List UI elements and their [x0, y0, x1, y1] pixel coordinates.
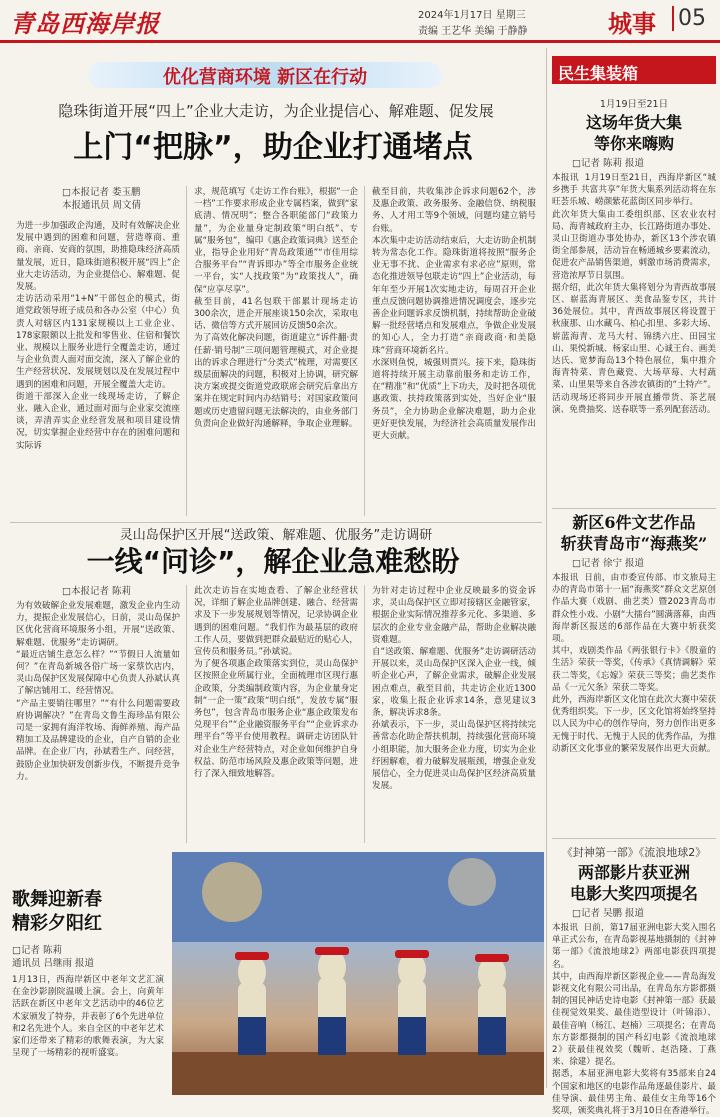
minsheng-box-label: 民生集装箱 [558, 64, 639, 83]
film-title-line1: 两部影片获亚洲 [577, 863, 690, 882]
haiyan-title-line1: 新区6件文艺作品 [572, 513, 696, 532]
dance-performance-photo [172, 852, 544, 1095]
story1-column-3: 截至目前，共收集涉企诉求问题62个，涉及惠企政策、政务服务、金融信贷、纳税服务、人才用工等9个领域，问题均建立销号台账。 本次集中走访活动结束后，大走访助企机制转为常态化工作。隐珠街道将按照“服务企业无事不扰、企业需求有求必应”原则，常态化推进领导包联走访“四上”企业活动，每年年至少开展1次实地走访，每周召开企业重点反馈问题协调推进情况调度会，逐步完善企业问题诉求反馈机制，持续帮助企业破解一批经营堵点和发展难点，争做企业发展的知心人，全力打造“亲商政商·和美隐珠”营商环境新名片。 水深则鱼悦，城强则贾兴。接下来，隐珠街道将持续开展主动靠前服务和走访工作，在“精准”和“优质”上下功夫，及时把各项优惠政策、扶持政策落到实处，当好企业“服务员”，全力协助企业解决难题，助力企业更好更快发展，为经济社会高质量发展作出更大贡献。 [372, 187, 536, 442]
story3-title-line1: 歌舞迎新春 [12, 889, 102, 910]
story2-byline: □本报记者 陈莉 [62, 586, 131, 597]
story2-column-3: 为针对走访过程中企业反映最多的资金诉求，灵山岛保护区立即对接辖区金融管家，根据企业实际情况推荐多元化、多渠道、多层次的企业专业金融产品，帮助企业解决融资难题。 自“送政策、解难题、优服务”走访调研活动开展以来，灵山岛保护区深入企业一线，倾听企业心声，了解企业需求，破解企业发展困点难点，截至目前，共走访企业近1300家，收集上报企业诉求14条，意见建议3条，解决诉求8条。 孙斌表示，下一步，灵山岛保护区将持续完善常态化助企帮扶机制，持续强化营商环境小组职能，加大服务企业力度，切实为企业纾困解难，着力破解发展瓶颈，增强企业发展信心，全力促进灵山岛保护区经济高质量发展。 [372, 586, 536, 792]
story-divider [552, 508, 716, 509]
story1-headline: 上门“把脉”，助企业打通堵点 [73, 130, 473, 165]
film-kicker: 《封神第一部》《流浪地球2》 [561, 846, 707, 859]
film-byline: □记者 吴鹏 报道 [572, 908, 645, 919]
section-title: 城事 [608, 9, 656, 38]
film-body: 本报讯 日前，第17届亚洲电影大奖入围名单正式公布，在青岛影视基地摄制的《封神第一部》《流浪地球2》两部电影获四项提名。 其中，由西海岸新区影视企业——青岛海发影视文化有限公司出品，在青岛东方影都摄制的国民神话史诗电影《封神第一部》获最佳视觉效果奖、最佳造型设计（叶锦添）、最佳音响（杨江、赵楠）三项提名；在青岛东方影都摄制的国产科幻电影《流浪地球2》获最佳视效奖（魏昕、赵浩隆、丁燕来、徐建）提名。 据悉，本届亚洲电影大奖将有35部来自24个国家和地区的电影作品角逐最佳影片、最佳导演、最佳男主角、最佳女主角等16个奖项，颁奖典礼将于3月10日在香港举行。 [552, 923, 716, 1117]
column-divider [364, 186, 365, 516]
story2-headline: 一线“问诊”，解企业急难愁盼 [86, 545, 460, 578]
story1-byline-reporter: □本报记者 娄玉鹏 [62, 187, 141, 198]
story1-column-2: 求，规范填写《走访工作台账》，根据“一企一档”工作要求形成企业专属档案，做到“家底清、情况明”；整合各职能部门“政策力量”，为企业量身定制政策“明白纸”、专属“服务包”，编印《惠企政策词典》送至企业，指导企业用好“青岛政策通”“市佳用综合服务平台”“青诉即办”等全市服务企业统一平台，实“人找政策”为“政策找人”，确保“应享尽享”。 截至目前，41名包联干部累计现场走访300余次，进企开展座谈150余次，采取电话、微信等方式开展回访反馈50余次。 为了高效化解决问题，街道建立“诉件翻·责任薪·销号制”三项问题管理模式，对企业提出的诉求合理进行“分类式”梳理，对需要区级层面解决的问题，积极对上协调，研究解决方案或提交街道党政联席会研究后拿出方案并在规定时间内办结销号；对国家政策问题或历史遗留问题无法解决的，由业务部门负责向企业做好沟通解释，争取企业理解。 [194, 187, 358, 429]
fair-title-line1: 这场年货大集 [585, 113, 682, 132]
haiyan-body: 本报讯 日前，由市委宣传部、市文旅局主办的青岛市第十一届“海燕奖”群众文艺原创作品大赛（戏剧、曲艺类）暨2023青岛市群众性小戏、小剧“大擂台”圆满落幕，由西海岸新区报送的6部作品在大赛中斩获奖项。 其中，戏剧类作品《两张银行卡》《殷童的生活》荣获一等奖，《传承》《真情调解》荣获二等奖，《忘嫁》荣获三等奖；曲艺类作品《一元欠条》荣获二等奖。 此外，西海岸新区文化馆在此次大赛中荣获优秀组织奖。下一步，区文化馆将始终坚持以人民为中心的创作导向，努力创作出更多无愧于时代、无愧于人民的优秀作品，为推动新区文化事业的繁荣发展作出更大贡献。 [552, 573, 716, 754]
story1-kicker: 隐珠街道开展“四上”企业大走访，为企业提信心、解难题、促发展 [58, 102, 494, 120]
story1-byline-correspondent: 本报通讯员 周文倩 [62, 200, 142, 211]
fair-byline: □记者 陈莉 报道 [572, 158, 645, 169]
column-divider [186, 186, 187, 516]
dancers-illustration [172, 852, 544, 1095]
story-divider [10, 522, 542, 523]
film-title-line2: 电影大奖四项提名 [569, 884, 698, 903]
story3-caption [12, 888, 164, 1094]
masthead [0, 0, 720, 43]
story3-title-line2: 精彩夕阳红 [12, 913, 102, 934]
story3-byline-correspondent: 通讯员 吕继雨 报道 [12, 958, 95, 969]
story3-byline-reporter: □记者 陈莉 [12, 945, 62, 956]
story2-kicker: 灵山岛保护区开展“送政策、解难题、优服务”走访调研 [119, 528, 433, 543]
editors-line: 责编 王艺华 美编 于静静 [418, 26, 528, 37]
story2-column-1: 为有效破解企业发展难题，激发企业内生动力，提振企业发展信心，日前，灵山岛保护区优化营商环境服务小组，开展“送政策、解难题、优服务”走访调研。 “最近店铺生意怎么样？”“节假日人流量如何？”在青岛新城各俗广场一家蔡饮店内，灵山岛保护区发展保障中心负责人孙斌认真了解店铺用工、经营情况。 “产品主要销往哪里？”“有什么问题需要政府协调解决？”在青岛文鲁生海珍品有限公司是一家拥有海洋牧场、海鲜养殖、海产品精加工及品牌建设的企业，自产自销的企业品牌。在企业厂内，孙斌看生产、问经营，鼓励企业加快研发创新步伐，不断提升竞争力。 [16, 601, 180, 782]
haiyan-title-line2: 斩获青岛市“海燕奖” [560, 534, 708, 553]
issue-date: 2024年1月17日 星期三 [418, 10, 526, 21]
right-column-divider [546, 48, 547, 1088]
column-divider [186, 585, 187, 843]
column-divider [364, 585, 365, 843]
story-divider [552, 838, 716, 839]
newspaper-logo: 青岛西海岸报 [10, 9, 160, 38]
story1-column-1: 为进一步加强政企沟通，及时有效解决企业发展中遇到的困难和问题，营造尊商、重商、亲商、安商的氛围，助推隐珠经济高质量发展，近日，隐珠街道积极开展“四上”企业大走访活动，为企业提信心、解难题、促发展。 走访活动采用“1+N”干部包企的模式，街道党政领导班子成员和各办公室（中心）负责人对辖区内131家规模以上工业企业、178家限额以上批发和零售业、住宿和餐饮业、规模以上服务业进行全覆盖走访，通过与企业负责人面对面交流，深入了解企业的生产经营状况、发展规划以及在发展过程中遇到的困难和问题，开展全覆盖大走访。 街道干部深入企业一线现场走访，了解企业、融入企业，通过面对面与企业家交流座谈，弄清弄实企业经营发展和项目建设情况，切实掌握企业经营中存在的困难问题和实际诉 [16, 221, 180, 451]
haiyan-byline: □记者 徐宁 报道 [572, 558, 645, 569]
story2-column-2: 此次走访旨在实地查看、了解企业经营状况，详细了解企业品牌创建、融合、经营需求及下一步发展规划等情况，记录协调企业遇到的困难问题。“我们作为最基层的政府工作人员，要做到把群众最贴近的贴心人，宣传员和服务员。”孙斌说。 为了便各项惠企政策落实到位，灵山岛保护区按照企业所属行业，全面梳理市区现行惠企政策，分类编制政策内容，为企业量身定制“一企一策”政策“明白纸”，发放专属“服务包”，包含青岛市服务企业“惠企政策发布兑现平台”“企业融资服务平台”“企业诉求办理平台”等平台使用教程。调研走访团队针对企业生产经营特点，对企业如何维护自身权益、防范市场风险及惠企政策等问题，进行了深入细致地解答。 [194, 586, 358, 780]
page-number: 05 [672, 6, 706, 31]
topic-banner-text: 优化营商环境 新区在行动 [162, 67, 368, 88]
fair-title-line2: 等你来嗨购 [593, 134, 674, 153]
fair-date: 1月19日至21日 [599, 99, 669, 110]
story3-body: 1月13日，西海岸新区中老年文艺汇演在金沙影剧院温暖上演。会上，向黄年活跃在新区中老年文艺活动中的46位艺术家颁发了特券，并表彰了6个先进单位和2名先进个人。来自全区的中老年艺术家们还带来了精彩的歌舞表演，为大家呈现了一场精彩的视听盛宴。 [12, 975, 164, 1059]
fair-body: 本报讯 1月19日至21日，西海岸新区“城乡携手 共富共享”年货大集系列活动将在东旺荟乐城、崂颜紫花蓝街区同步举行。 此次年货大集由工委组织部、区农业农村局、海青城政府主办，长江路街道办事处、灵山卫街道办事处协办，新区13个涉农镇街全部参展，活动旨在畅通城乡要素流动，促进农产品销售渠道，刺激市场消费需求，营造浓厚节日氛围。 据介绍，此次年货大集将划分为青西故事展区、崭蓝海青展区、美食品鉴专区，共计36处展位。其中，青西故事展区将设置于秋康那、山水藏乌、柏心扣里、多彩大场、崭蓝海青、龙马大村、锦绣六庄、田园宝山、果悦新城、杨家山里、心诚王台、画美达氏、宽梦海岛13个特色展位，集中推介海青特菜、青色藏瓷、大场草莓、大村蔬菜、山里果等来自各涉农镇街的“土特产”。活动现场还将同步开展直播带货、茶艺展演、免费抽奖、送春联等一系列配套活动。 [552, 173, 716, 415]
